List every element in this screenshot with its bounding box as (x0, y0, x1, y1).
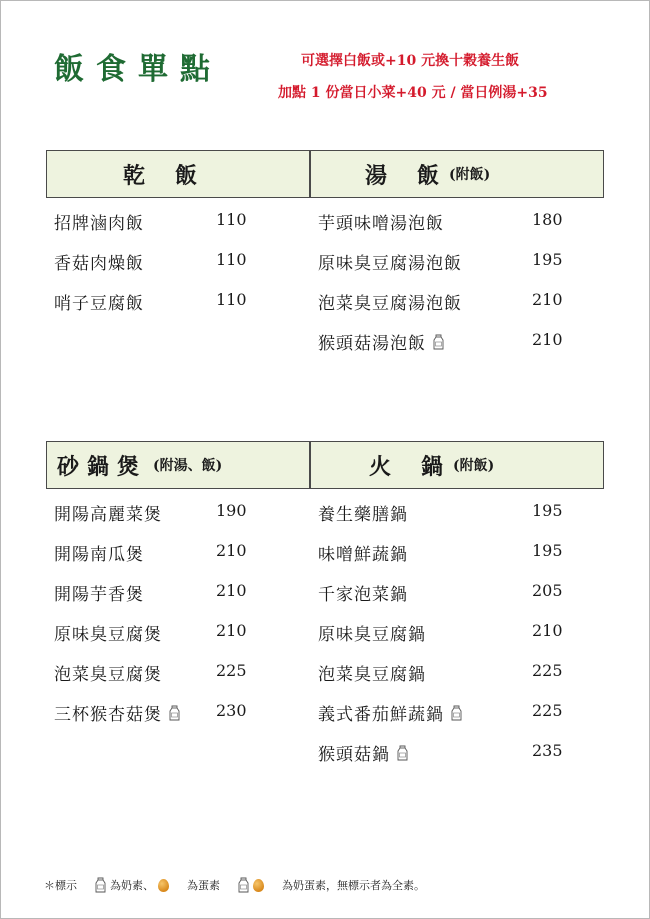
menu-item-name (54, 620, 162, 645)
menu-item-label: 味噌鮮蔬鍋 (318, 545, 408, 565)
menu-item-name (318, 209, 444, 234)
menu-item-price: 110 (216, 250, 247, 269)
menu-item-label: 義式番茄鮮蔬鍋 (318, 705, 444, 725)
menu-item-label: 三杯猴杏菇煲 (54, 705, 162, 725)
menu-item-name (54, 249, 144, 274)
menu-item-label: 開陽南瓜煲 (54, 545, 144, 565)
menu-item-name (318, 580, 408, 605)
menu-item-name (54, 289, 144, 314)
menu-item-name (54, 580, 144, 605)
menu-item-name (318, 329, 444, 354)
menu-item-name (54, 660, 162, 685)
soup-rice-title: 湯 飯 (365, 162, 444, 189)
menu-item-price: 210 (216, 541, 247, 560)
menu-item-name (318, 540, 408, 565)
header-divider (309, 442, 311, 488)
legend-egg-text: 為蛋素 (187, 879, 220, 892)
menu-item-name (318, 500, 408, 525)
menu-item-label: 開陽高麗菜煲 (54, 505, 162, 525)
page-title: 飯食單點 (54, 52, 222, 87)
menu-item-label: 千家泡菜鍋 (318, 585, 408, 605)
menu-item-price: 110 (216, 210, 247, 229)
menu-item-price: 180 (532, 210, 563, 229)
menu-item-label: 芋頭味噌湯泡飯 (318, 214, 444, 234)
menu-item-label: 原味臭豆腐鍋 (318, 625, 426, 645)
milk-icon (451, 705, 462, 721)
legend-milk-text: 為奶素、 (110, 879, 154, 892)
dry-rice-title: 乾 飯 (123, 162, 202, 189)
menu-item-price: 225 (532, 701, 563, 720)
menu-item-price: 110 (216, 290, 247, 309)
menu-item-label: 泡菜臭豆腐鍋 (318, 665, 426, 685)
milk-icon (169, 705, 180, 721)
menu-item-label: 猴頭菇鍋 (318, 745, 390, 765)
menu-item-name (54, 700, 180, 725)
menu-item-price: 225 (532, 661, 563, 680)
egg-icon (253, 879, 264, 892)
menu-item-price: 205 (532, 581, 563, 600)
soup-rice-heading (365, 151, 490, 197)
menu-item-name (318, 289, 462, 314)
menu-item-label: 香菇肉燥飯 (54, 254, 144, 274)
legend-footer (44, 877, 425, 893)
menu-item-name (318, 700, 462, 725)
menu-item-label: 養生藥膳鍋 (318, 505, 408, 525)
section-header-rice (46, 150, 604, 198)
hotpot-heading (369, 442, 494, 488)
menu-item-label: 猴頭菇湯泡飯 (318, 334, 426, 354)
hotpot-note: (附飯) (453, 458, 495, 474)
milk-icon (397, 745, 408, 761)
dry-rice-heading (123, 151, 201, 197)
menu-item-label: 泡菜臭豆腐湯泡飯 (318, 294, 462, 314)
menu-item-price: 195 (532, 541, 563, 560)
menu-item-price: 195 (532, 501, 563, 520)
milk-icon (238, 877, 249, 893)
menu-item-label: 原味臭豆腐煲 (54, 625, 162, 645)
menu-item-name (54, 209, 144, 234)
milk-icon (433, 334, 444, 350)
menu-item-price: 210 (216, 621, 247, 640)
menu-item-name (54, 500, 162, 525)
add-on-note: 加點 1 份當日小菜+40 元 / 當日例湯+35 (278, 85, 548, 101)
header-divider (309, 151, 311, 197)
menu-item-price: 190 (216, 501, 247, 520)
menu-item-name (318, 660, 426, 685)
hotpot-title: 火 鍋 (369, 453, 448, 480)
rice-upgrade-note: 可選擇白飯或+10 元換十穀養生飯 (301, 53, 520, 69)
milk-icon (95, 877, 106, 893)
claypot-heading (57, 442, 222, 488)
menu-item-price: 230 (216, 701, 247, 720)
menu-item-price: 210 (532, 290, 563, 309)
menu-item-label: 泡菜臭豆腐煲 (54, 665, 162, 685)
menu-item-label: 哨子豆腐飯 (54, 294, 144, 314)
menu-item-price: 235 (532, 741, 563, 760)
claypot-title: 砂鍋煲 (57, 453, 148, 480)
menu-item-price: 210 (532, 330, 563, 349)
menu-item-price: 210 (532, 621, 563, 640)
legend-both-text: 為奶蛋素，無標示者為全素。 (282, 879, 425, 892)
egg-icon (158, 879, 169, 892)
menu-item-label: 招牌滷肉飯 (54, 214, 144, 234)
menu-item-label: 原味臭豆腐湯泡飯 (318, 254, 462, 274)
menu-item-label: 開陽芋香煲 (54, 585, 144, 605)
menu-item-name (318, 620, 426, 645)
legend-prefix: ＊標示 (44, 879, 77, 892)
menu-item-name (318, 740, 408, 765)
section-header-pots (46, 441, 604, 489)
soup-rice-note: (附飯) (449, 167, 491, 183)
claypot-note: (附湯、飯) (153, 458, 223, 474)
menu-item-name (318, 249, 462, 274)
menu-item-price: 195 (532, 250, 563, 269)
menu-item-price: 210 (216, 581, 247, 600)
menu-item-name (54, 540, 144, 565)
menu-item-price: 225 (216, 661, 247, 680)
